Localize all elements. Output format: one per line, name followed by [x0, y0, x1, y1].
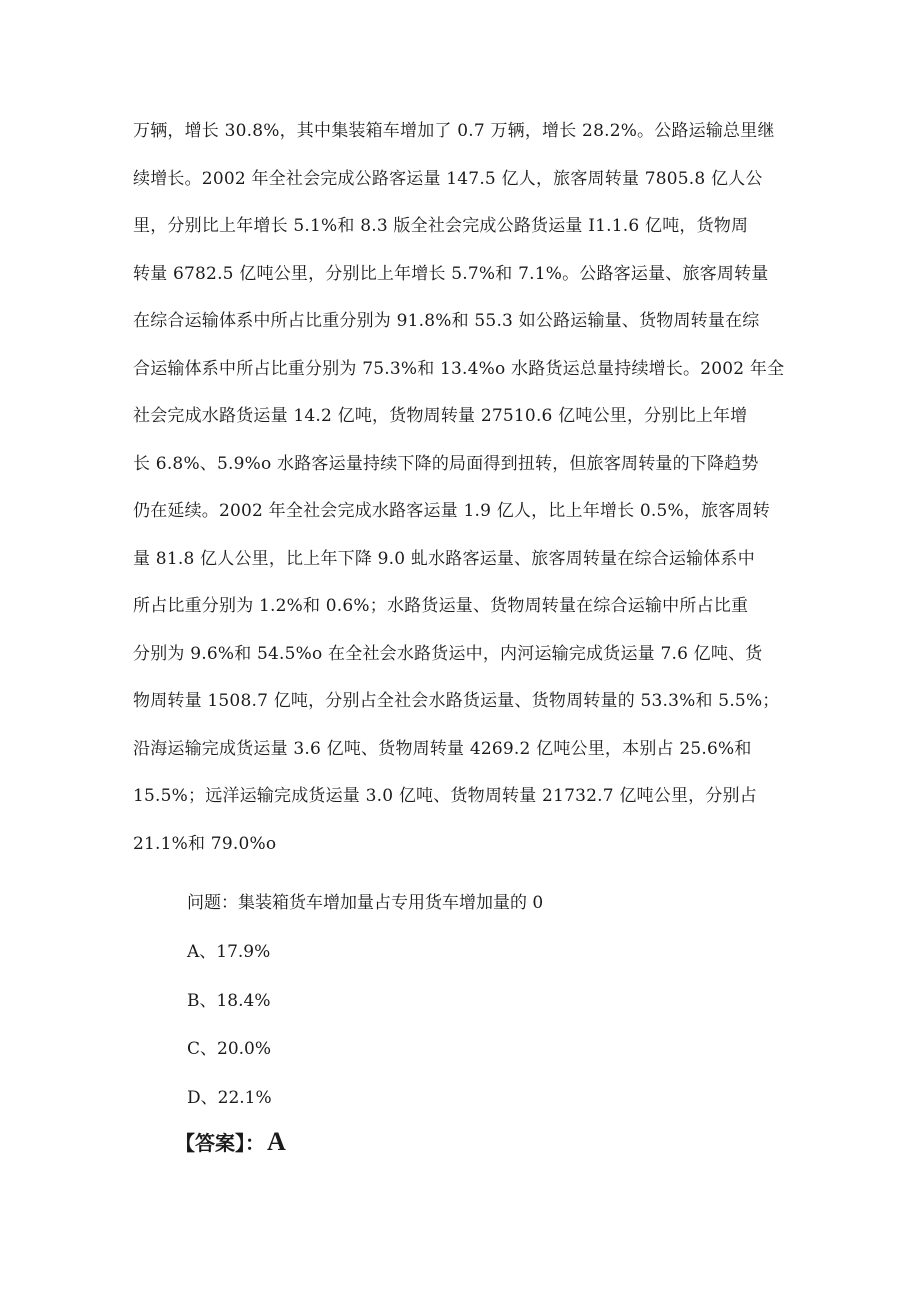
passage-line: 合运输体系中所占比重分别为 75.3%和 13.4%o 水路货运总量持续增长。2002 年全 [133, 358, 785, 379]
passage-line: 分别为 9.6%和 54.5%o 在全社会水路货运中，内河运输完成货运量 7.6 亿吨、货 [133, 643, 763, 664]
answer-line [175, 1120, 286, 1165]
passage-line: 续增长。2002 年全社会完成公路客运量 147.5 亿人，旅客周转量 7805.8 亿人公 [133, 168, 763, 189]
passage-line: 仍在延续。2002 年全社会完成水路客运量 1.9 亿人，比上年增长 0.5%，旅客周转 [133, 501, 770, 521]
passage-line: 在综合运输体系中所占比重分别为 91.8%和 55.3 如公路运输量、货物周转量在综 [133, 311, 760, 331]
passage-line: 物周转量 1508.7 亿吨，分别占全社会水路货运量、货物周转量的 53.3%和 5.5%； [133, 691, 780, 711]
passage-paragraph [133, 108, 793, 868]
answer-label: 【答案】： [175, 1131, 265, 1155]
option-c: C、20.0% [187, 1039, 272, 1059]
passage-line: 社会完成水路货运量 14.2 亿吨，货物周转量 27510.6 亿吨公里，分别比上年增 [133, 406, 748, 426]
passage-line: 转量 6782.5 亿吨公里，分别比上年增长 5.7%和 7.1%。公路客运量、旅客周转量 [133, 263, 769, 284]
answer-options [187, 928, 272, 1122]
option-b: B、18.4% [187, 990, 271, 1011]
passage-line: 沿海运输完成货运量 3.6 亿吨、货物周转量 4269.2 亿吨公里，本别占 25.6%和 [133, 738, 752, 759]
passage-line: 15.5%；远洋运输完成货运量 3.0 亿吨、货物周转量 21732.7 亿吨公里，分别占 [133, 786, 757, 806]
option-a: A、17.9% [187, 942, 271, 962]
question-text: 问题：集装箱货车增加量占专用货车增加量的 0 [187, 893, 544, 913]
passage-line: 所占比重分别为 1.2%和 0.6%；水路货运量、货物周转量在综合运输中所占比重 [133, 596, 749, 616]
passage-line: 长 6.8%、5.9%o 水路客运量持续下降的局面得到扭转，但旅客周转量的下降趋势 [133, 453, 759, 474]
option-d: D、22.1% [187, 1087, 272, 1108]
passage-line: 万辆，增长 30.8%，其中集装箱车增加了 0.7 万辆，增长 28.2%。公路运输总里继 [133, 121, 775, 141]
passage-line: 21.1%和 79.0%o [133, 833, 277, 854]
passage-line: 里，分别比上年增长 5.1%和 8.3 版全社会完成公路货运量 I1.1.6 亿吨，货物周 [133, 216, 749, 236]
answer-value: A [267, 1127, 286, 1156]
passage-line: 量 81.8 亿人公里，比上年下降 9.0 虬水路客运量、旅客周转量在综合运输体系中 [133, 548, 755, 569]
